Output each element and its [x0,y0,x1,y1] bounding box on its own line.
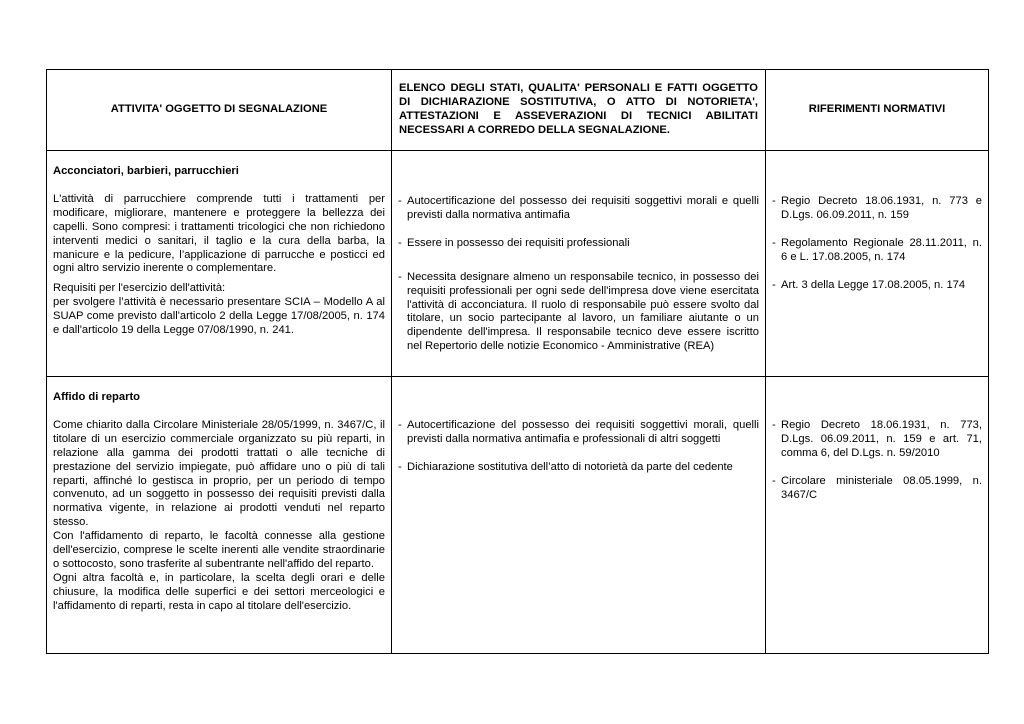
references-cell [766,377,989,654]
dash-bullet: - [772,474,776,487]
activity-description-2: Con l'affidamento di reparto, le facoltà connesse alla gestione dell'esercizio, comprese le scelte inerenti alle vendite straordinarie o sottocosto, sono trasferite al subentrante nell'affido del reparto. [53,530,385,570]
declarations-list [398,419,759,475]
activity-cell [47,151,392,377]
activity-cell [47,377,392,654]
declarations-cell [392,151,766,377]
reference-text: Regio Decreto 18.06.1931, n. 773 e D.Lgs. 06.09.2011, n. 159 [781,195,982,221]
header-row [47,70,989,151]
activity-title: Affido di reparto [53,391,141,403]
requirements-text: per svolgere l’attività è necessario presentare SCIA – Modello A al SUAP come previsto dall'articolo 2 della Legge 17/08/2005, n. 174 e dall'articolo 19 della Legge 07/08/1990, n. 241. [53,296,385,337]
references-list [772,195,982,293]
header-declarations: ELENCO DEGLI STATI, QUALITA' PERSONALI E FATTI OGGETTO DI DICHIARAZIONE SOSTITUTIVA, O ATTO DI NOTORIETA', ATTESTAZIONI E ASSEVERAZIONI DI TECNICI ABILITATI NECESSARI A CORREDO DELLA SEGNALAZIONE. [392,70,766,151]
activity-description-3: Ogni altra facoltà e, in particolare, la scelta degli orari e delle chiusure, la modifica delle superfici e dei settori merceologici e l'affidamento di reparti, resta in capo al titolare dell'esercizio. [53,571,385,612]
requirements-table [46,69,989,654]
declaration-text: Autocertificazione del possesso dei requisiti soggettivi morali e quelli previsti dalla normativa antimafia [407,195,759,221]
dash-bullet: - [772,195,776,207]
activity-description: Come chiarito dalla Circolare Ministeriale 28/05/1999, n. 3467/C, il titolare di un esercizio commerciale organizzato su più reparti, in relazione alla gamma dei prodotti trattati o alle tecniche di prestazione del servizio impiegate, può affidare uno o più di tali reparti, affinché lo gestisca in proprio, per un periodo di tempo convenuto, ad un soggetto in possesso dei requisiti previsti dalla normativa vigente, in relazione ai prodotti venduti nel reparto stesso. [53,418,385,529]
reference-text: Art. 3 della Legge 17.08.2005, n. 174 [781,278,966,291]
dash-bullet: - [398,236,402,249]
declaration-text: Dichiarazione sostitutiva dell’atto di notorietà da parte del cedente [407,460,733,473]
activity-description: L'attività di parrucchiere comprende tutti i trattamenti per modificare, migliorare, mantenere e proteggere la bellezza dei capelli. Sono compresi: i trattamenti tricologici che non richiedono interventi medici o sanitari, il taglio e la cura della barba, la manicure e la pedicure, l’applicazione di parrucche e posticci ed ogni altro servizio inerente o complementare. [53,192,385,275]
list-item [772,475,982,503]
reference-text: Circolare ministeriale 08.05.1999, n. 3467/C [781,474,982,501]
header-references: RIFERIMENTI NORMATIVI [766,70,989,151]
dash-bullet: - [398,195,402,207]
references-list [772,419,982,503]
activity-title: Acconciatori, barbieri, parrucchieri [53,165,239,177]
list-item [772,195,982,223]
list-item [772,279,982,293]
list-item [772,419,982,461]
dash-bullet: - [772,419,776,431]
list-item [398,237,759,251]
declarations-list [398,195,759,354]
reference-text: Regio Decreto 18.06.1931, n. 773, D.Lgs. 06.09.2011, n. 159 e art. 71, comma 6, del D.Lgs. n. 59/2010 [781,419,982,459]
references-cell [766,151,989,377]
declarations-cell [392,377,766,654]
declaration-text: Necessita designare almeno un responsabile tecnico, in possesso dei requisiti professionali per ogni sede dell'impresa dove viene esercitata l'attività di acconciatura. Il ruolo di responsabile può essere svolto dal titolare, un socio partecipante al lavoro, un familiare aiutante o un dipendente dell'impresa. Il responsabile tecnico deve essere iscritto nel Repertorio delle notizie Economico - Amministrative (REA) [407,270,759,353]
list-item [398,271,759,354]
dash-bullet: - [772,236,776,249]
table-row [47,377,989,654]
list-item [398,419,759,447]
list-item [398,461,759,475]
declaration-text: Autocertificazione del possesso dei requisiti soggettivi morali, quelli previsti dalla normativa antimafia e professionali di altri soggetti [407,419,759,445]
list-item [772,237,982,265]
reference-text: Regolamento Regionale 28.11.2011, n. 6 e L. 17.08.2005, n. 174 [781,236,982,263]
declaration-text: Essere in possesso dei requisiti professionali [407,236,630,249]
dash-bullet: - [772,278,776,291]
list-item [398,195,759,223]
dash-bullet: - [398,270,402,283]
dash-bullet: - [398,460,402,473]
dash-bullet: - [398,419,402,431]
header-activity: ATTIVITA' OGGETTO DI SEGNALAZIONE [47,70,392,151]
requirements-label: Requisiti per l'esercizio dell'attività: [53,282,226,295]
table-row [47,151,989,377]
